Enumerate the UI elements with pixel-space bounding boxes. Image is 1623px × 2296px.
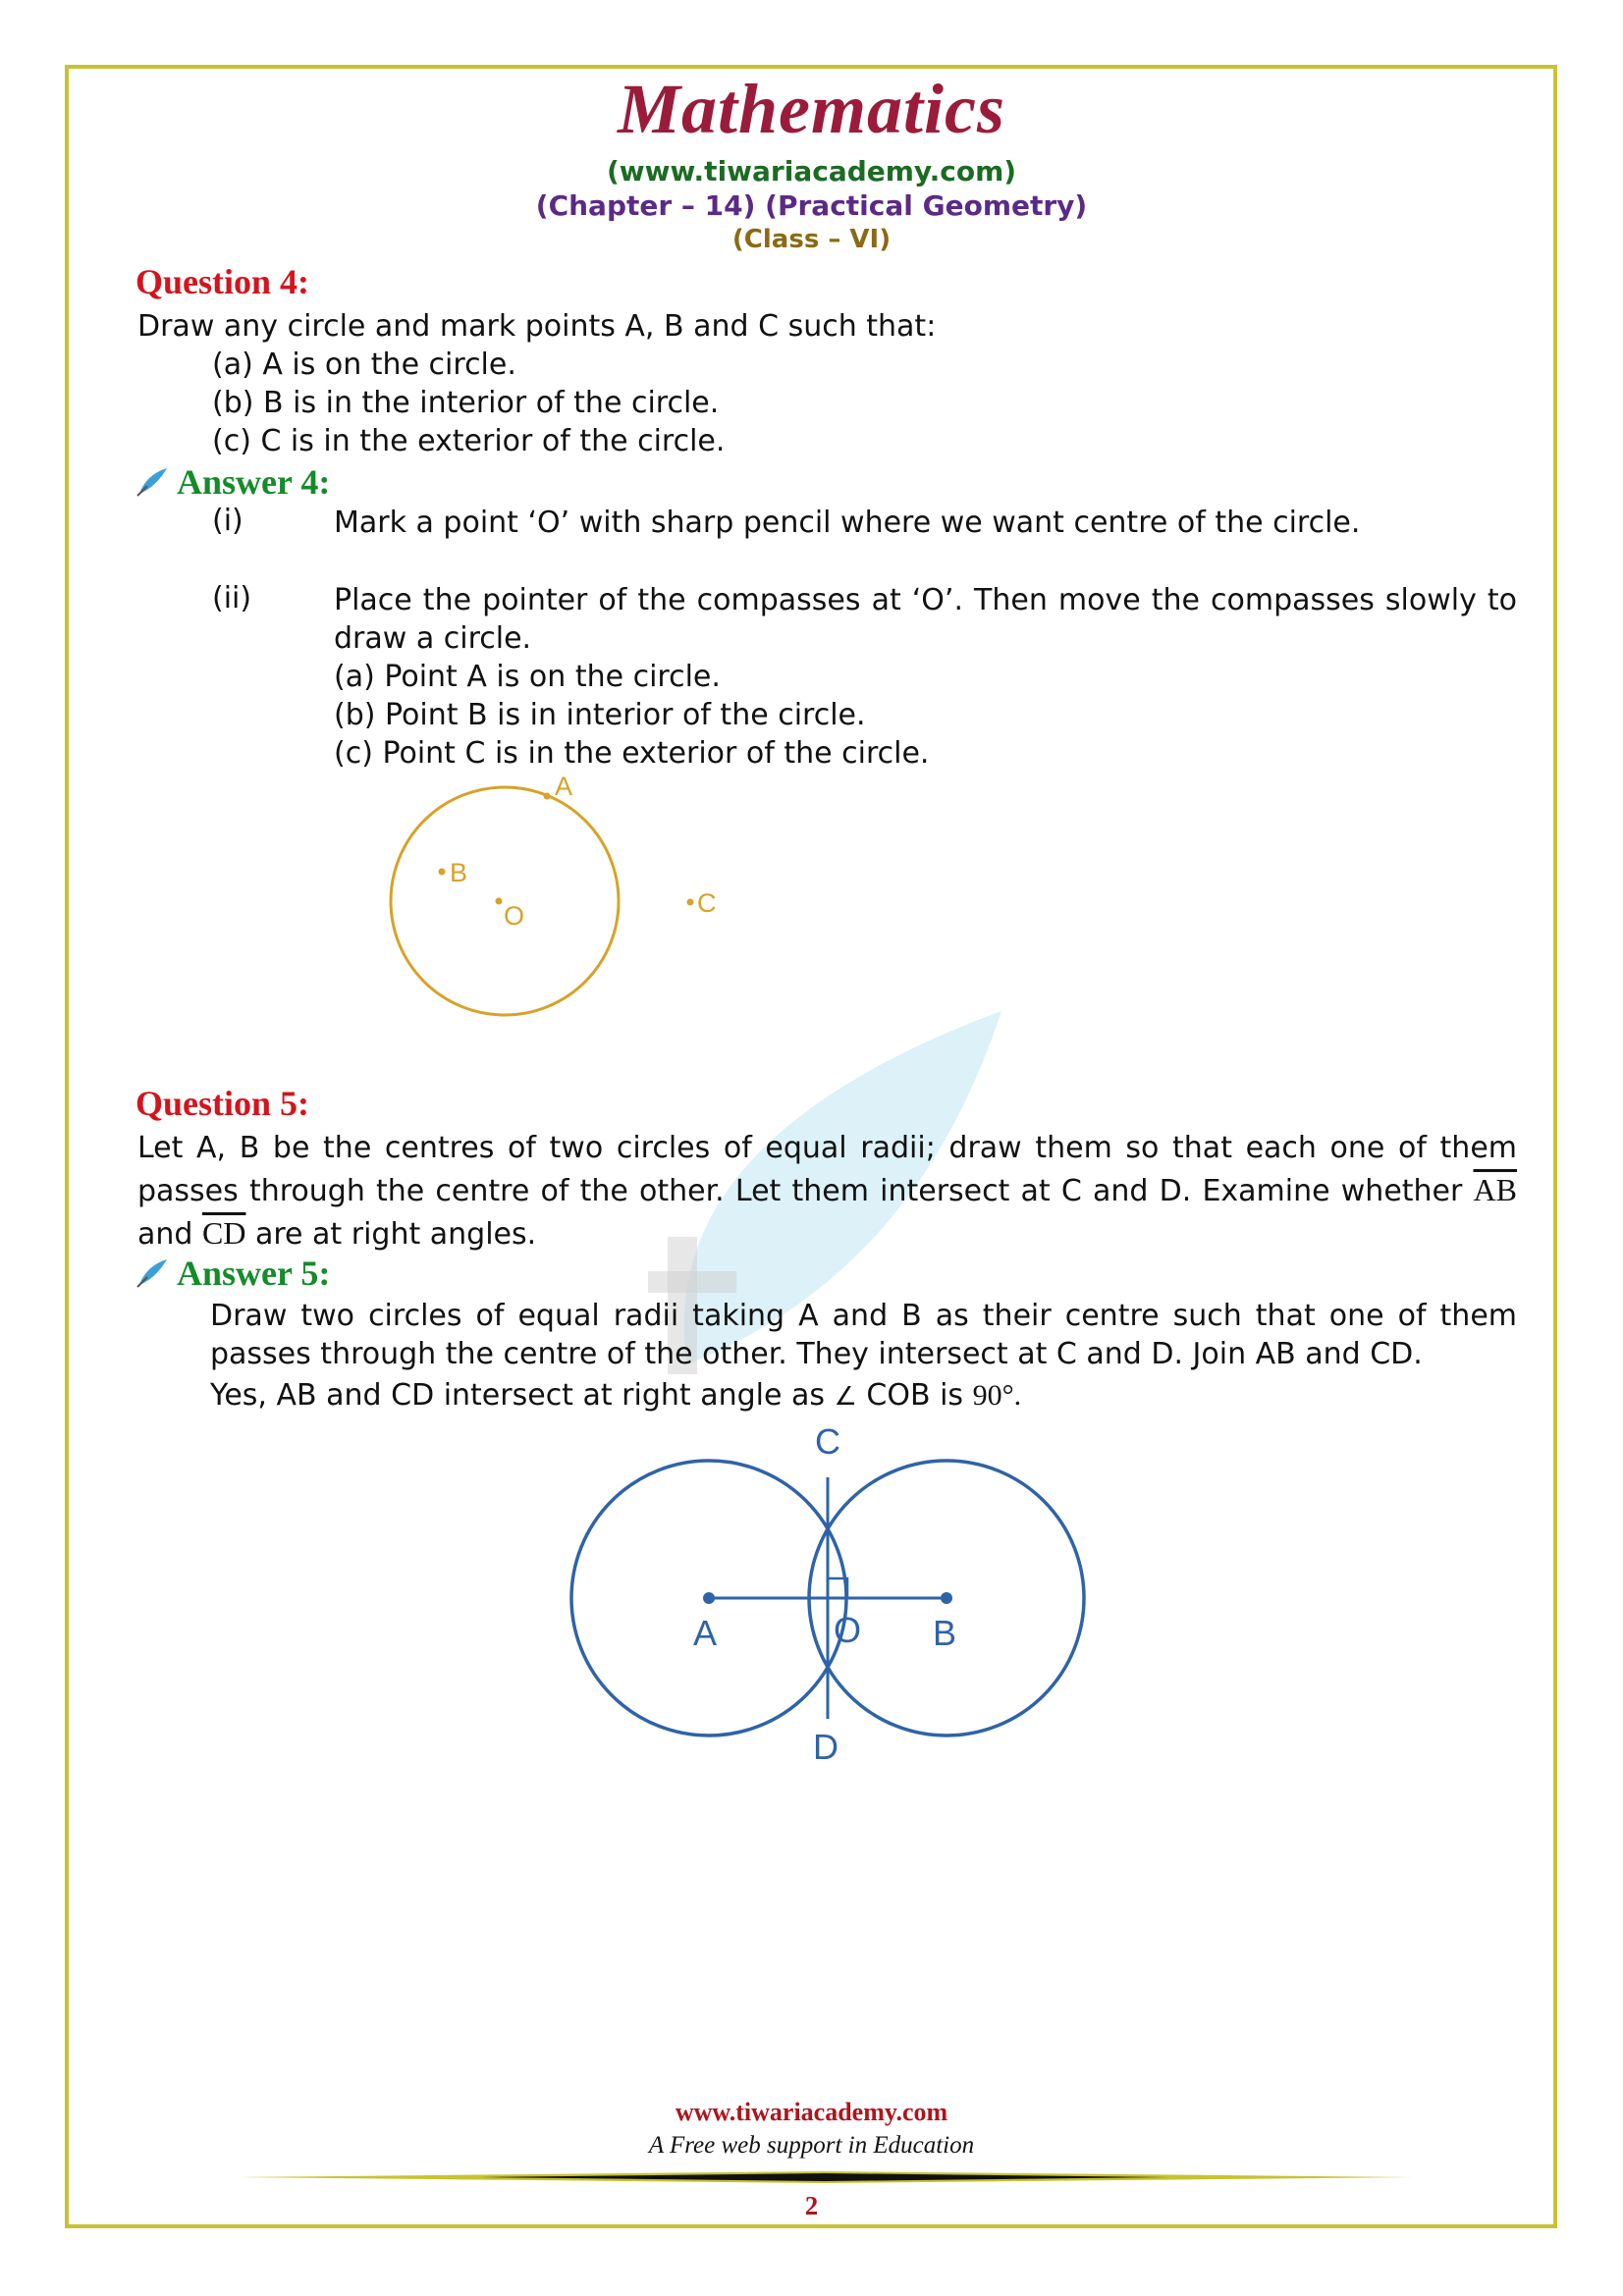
footer-tagline: A Free web support in Education xyxy=(648,2132,975,2159)
answer-4-heading: Answer 4: xyxy=(177,462,331,502)
point-a-dot xyxy=(703,1592,715,1604)
answer-4-heading-row xyxy=(135,461,330,503)
answer-4-step-1-marker: (i) xyxy=(212,504,243,538)
question-4-text: Draw any circle and mark points A, B and C such that: xyxy=(137,309,937,344)
answer-4-step-1-text: Mark a point ‘O’ with sharp pencil where we want centre of the circle. xyxy=(334,506,1361,540)
page-title: Mathematics xyxy=(617,70,1005,148)
question-5-paragraph xyxy=(137,1127,1517,1255)
label-a: A xyxy=(555,772,573,801)
question-5-heading: Question 5: xyxy=(135,1084,310,1123)
question-5-text-end: are at right angles. xyxy=(255,1217,537,1252)
header-class: (Class – VI) xyxy=(731,225,892,254)
page-number: 2 xyxy=(804,2191,819,2220)
answer-5-paragraph-2 xyxy=(210,1376,1021,1416)
header-chapter: (Chapter – 14) (Practical Geometry) xyxy=(535,189,1088,222)
question-4-item-b: (b) B is in the interior of the circle. xyxy=(212,386,720,420)
segment-cd: $\overline{CD}$ xyxy=(202,1215,246,1251)
label-b: B xyxy=(933,1613,957,1653)
answer-4-step-2-marker: (ii) xyxy=(212,581,252,615)
label-a: A xyxy=(693,1613,718,1653)
question-5-and: and xyxy=(137,1217,193,1252)
label-o: O xyxy=(504,901,525,931)
angle-name: COB is xyxy=(866,1378,964,1413)
question-4-item-a: (a) A is on the circle. xyxy=(212,347,516,382)
tiwari-pen-icon xyxy=(135,1257,171,1289)
answer-4-step-2-item-a: (a) Point A is on the circle. xyxy=(334,660,721,694)
angle-value: 90°. xyxy=(972,1379,1022,1412)
tiwari-pen-icon xyxy=(135,466,171,498)
circle-figure xyxy=(373,771,746,1026)
answer-5-text-start: Yes, AB and CD intersect at right angle as xyxy=(210,1378,825,1413)
answer-4-step-2-item-b: (b) Point B is in interior of the circle. xyxy=(334,698,866,732)
header-site: (www.tiwariacademy.com) xyxy=(606,155,1017,187)
label-b: B xyxy=(450,858,468,887)
label-c: C xyxy=(815,1421,840,1462)
intersecting-circles-figure xyxy=(530,1418,1139,1782)
point-o-dot xyxy=(496,898,503,905)
answer-4-step-2-item-c: (c) Point C is in the exterior of the circle. xyxy=(334,736,930,771)
answer-4-step-2-text: Place the pointer of the compasses at ‘O’. Then move the compasses slowly to draw a circle. xyxy=(334,583,1517,656)
answer-5-heading: Answer 5: xyxy=(177,1254,331,1293)
label-d: D xyxy=(813,1727,839,1767)
angle-symbol: ∠ xyxy=(834,1382,857,1412)
question-4-item-c: (c) C is in the exterior of the circle. xyxy=(212,424,726,458)
segment-ab: $\overline{AB}$ xyxy=(1473,1172,1517,1207)
question-4-heading: Question 4: xyxy=(135,262,310,301)
answer-5-heading-row xyxy=(135,1253,330,1294)
point-c-dot xyxy=(687,899,694,906)
point-b-dot xyxy=(941,1592,952,1604)
point-b-dot xyxy=(439,869,446,876)
footer-divider xyxy=(236,2169,1414,2185)
label-c: C xyxy=(697,888,717,918)
point-a-dot xyxy=(544,793,551,800)
question-5-text-start: Let A, B be the centres of two circles of equal radii; draw them so that each one of them passes through the centre of the other. Let them intersect at C and D. Examine whether xyxy=(137,1131,1517,1208)
answer-5-paragraph-1: Draw two circles of equal radii taking A and B as their centre such that one of them passes through the centre of the other. They intersect at C and D. Join AB and CD. xyxy=(210,1299,1517,1371)
footer-site: www.tiwariacademy.com xyxy=(675,2098,948,2126)
label-o: O xyxy=(834,1610,862,1650)
